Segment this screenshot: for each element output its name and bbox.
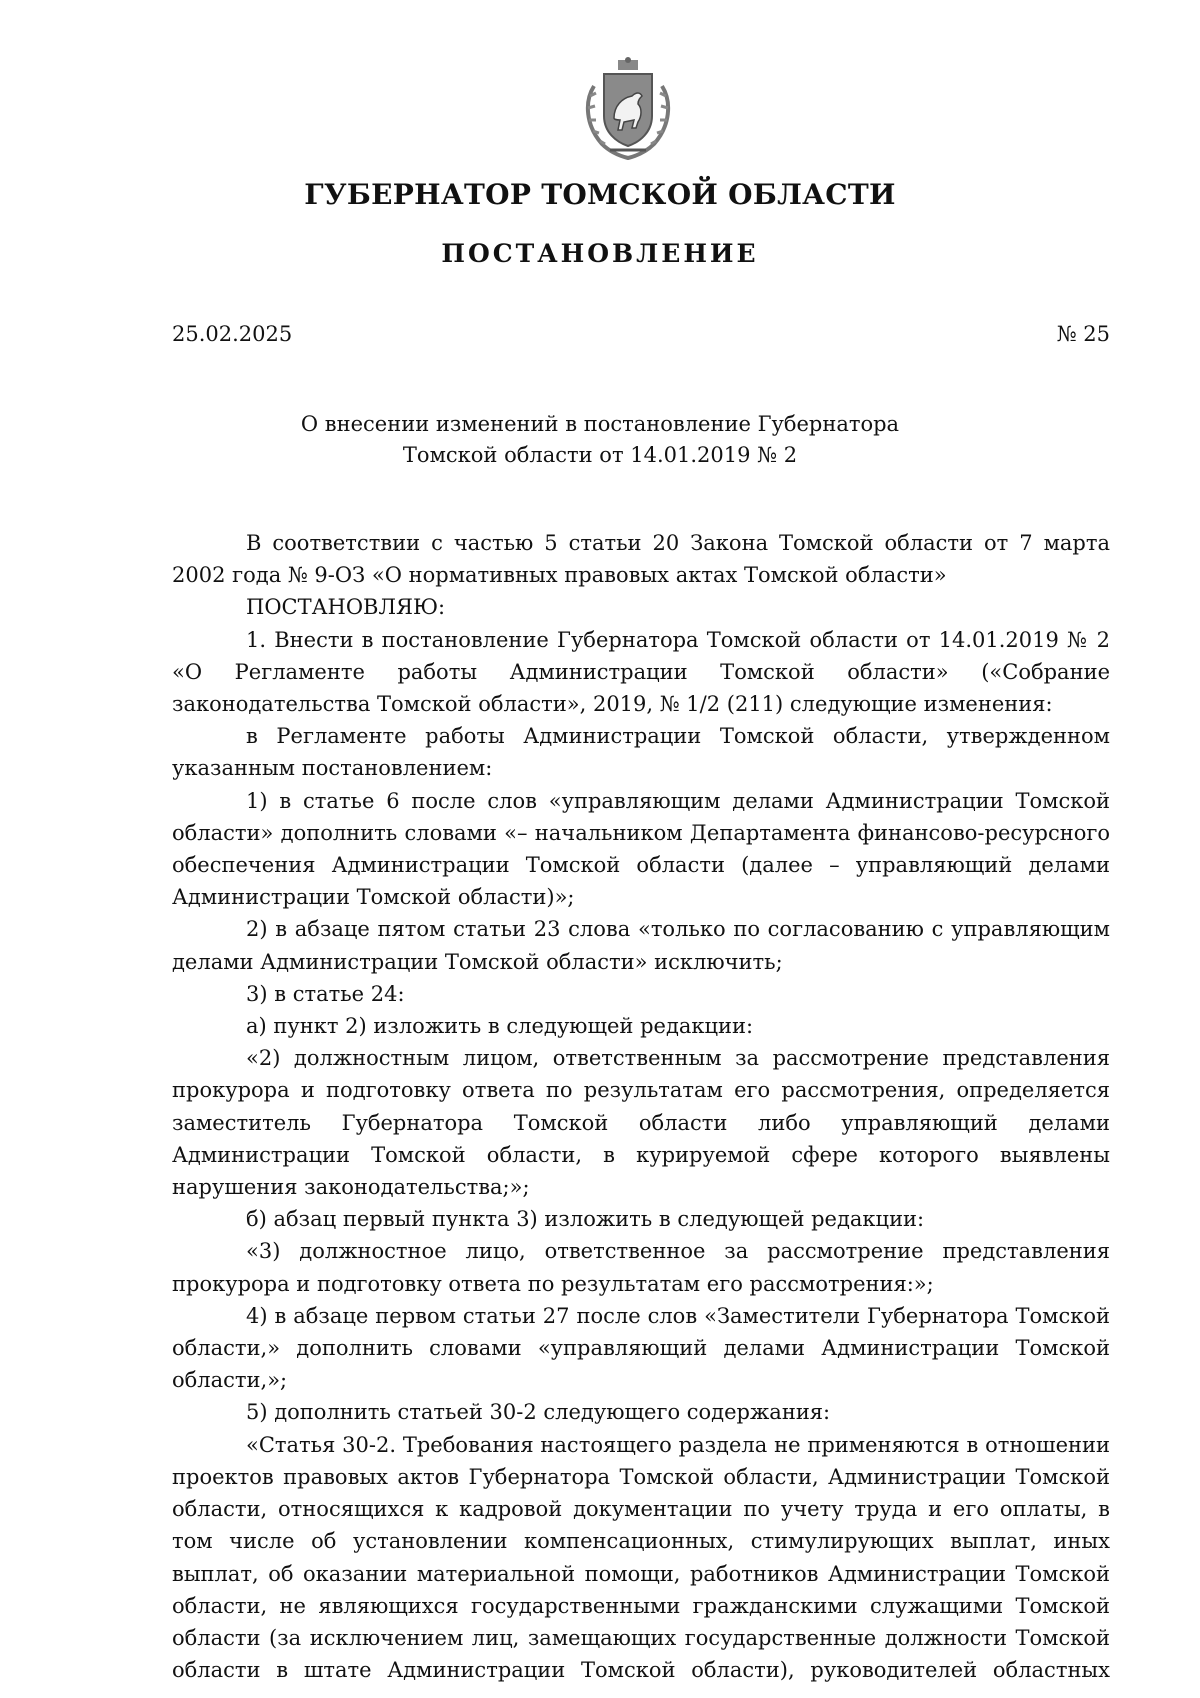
paragraph: «3) должностное лицо, ответственное за рассмотрение представления прокурора и подготовку ответа по результатам его рассмотрения:»; <box>172 1239 1110 1296</box>
subject-line-1: О внесении изменений в постановление Губернатора <box>300 412 900 436</box>
paragraph: 5) дополнить статьей 30-2 следующего содержания: <box>246 1400 831 1425</box>
paragraph: «2) должностным лицом, ответственным за рассмотрение представления прокурора и подготовку ответа по результатам его рассмотрения, определяется заместитель Губернатора Томской области либо управляющий делами Администрации Томской области, в курируемой сфере которого выявлены нарушения законодательства;»; <box>172 1046 1110 1200</box>
paragraph: 2) в абзаце пятом статьи 23 слова «только по согласованию с управляющим делами Администрации Томской области» исключить; <box>172 917 1110 974</box>
organization-title: ГУБЕРНАТОР ТОМСКОЙ ОБЛАСТИ <box>304 178 896 211</box>
paragraph: «Статья 30-2. Требования настоящего раздела не применяются в отношении проектов правовых актов Губернатора Томской области, Администрации Томской области, относящихся к кадровой документации по учету труда и его оплаты, в том числе об установлении компенсационных, стимулирующих выплат, иных выплат, об оказании материальной помощи, работников Администрации Томской области, не являющихся государственными гражданскими служащими Томской области (за исключением лиц, замещающих государственные должности Томской области в штате Администрации Томской области), руководителей областных <box>172 1432 1110 1683</box>
tomsk-coat-of-arms-icon <box>580 56 676 160</box>
paragraph-preamble: В соответствии с частью 5 статьи 20 Закона Томской области от 7 марта 2002 года № 9-ОЗ «О нормативных правовых актах Томской области» <box>172 531 1110 588</box>
document-subject <box>0 409 1200 471</box>
document-type: ПОСТАНОВЛЕНИЕ <box>441 239 759 268</box>
paragraph: б) абзац первый пункта 3) изложить в следующей редакции: <box>246 1207 925 1232</box>
paragraph: 1) в статье 6 после слов «управляющим делами Администрации Томской области» дополнить словами «– начальником Департамента финансово-ресурсного обеспечения Администрации Томской области (далее – управляющий делами Администрации Томской области)»; <box>172 788 1110 910</box>
paragraph: 3) в статье 24: <box>246 981 405 1006</box>
paragraph: а) пункт 2) изложить в следующей редакции: <box>246 1014 754 1039</box>
paragraph: в Регламенте работы Администрации Томской области, утвержденном указанным постановлением: <box>172 724 1110 781</box>
paragraph: 4) в абзаце первом статьи 27 после слов «Заместители Губернатора Томской области,» дополнить словами «управляющий делами Администрации Томской области,»; <box>172 1303 1110 1393</box>
paragraph-decree: ПОСТАНОВЛЯЮ: <box>246 595 446 620</box>
document-number: № 25 <box>1056 322 1110 346</box>
subject-line-2: Томской области от 14.01.2019 № 2 <box>402 443 798 467</box>
paragraph-item-1: 1. Внести в постановление Губернатора Томской области от 14.01.2019 № 2 «О Регламенте работы Администрации Томской области» («Собрание законодательства Томской области», 2019, № 1/2 (211) следующие изменения: <box>172 627 1110 717</box>
document-date: 25.02.2025 <box>172 322 293 346</box>
document-body <box>172 527 1110 1686</box>
